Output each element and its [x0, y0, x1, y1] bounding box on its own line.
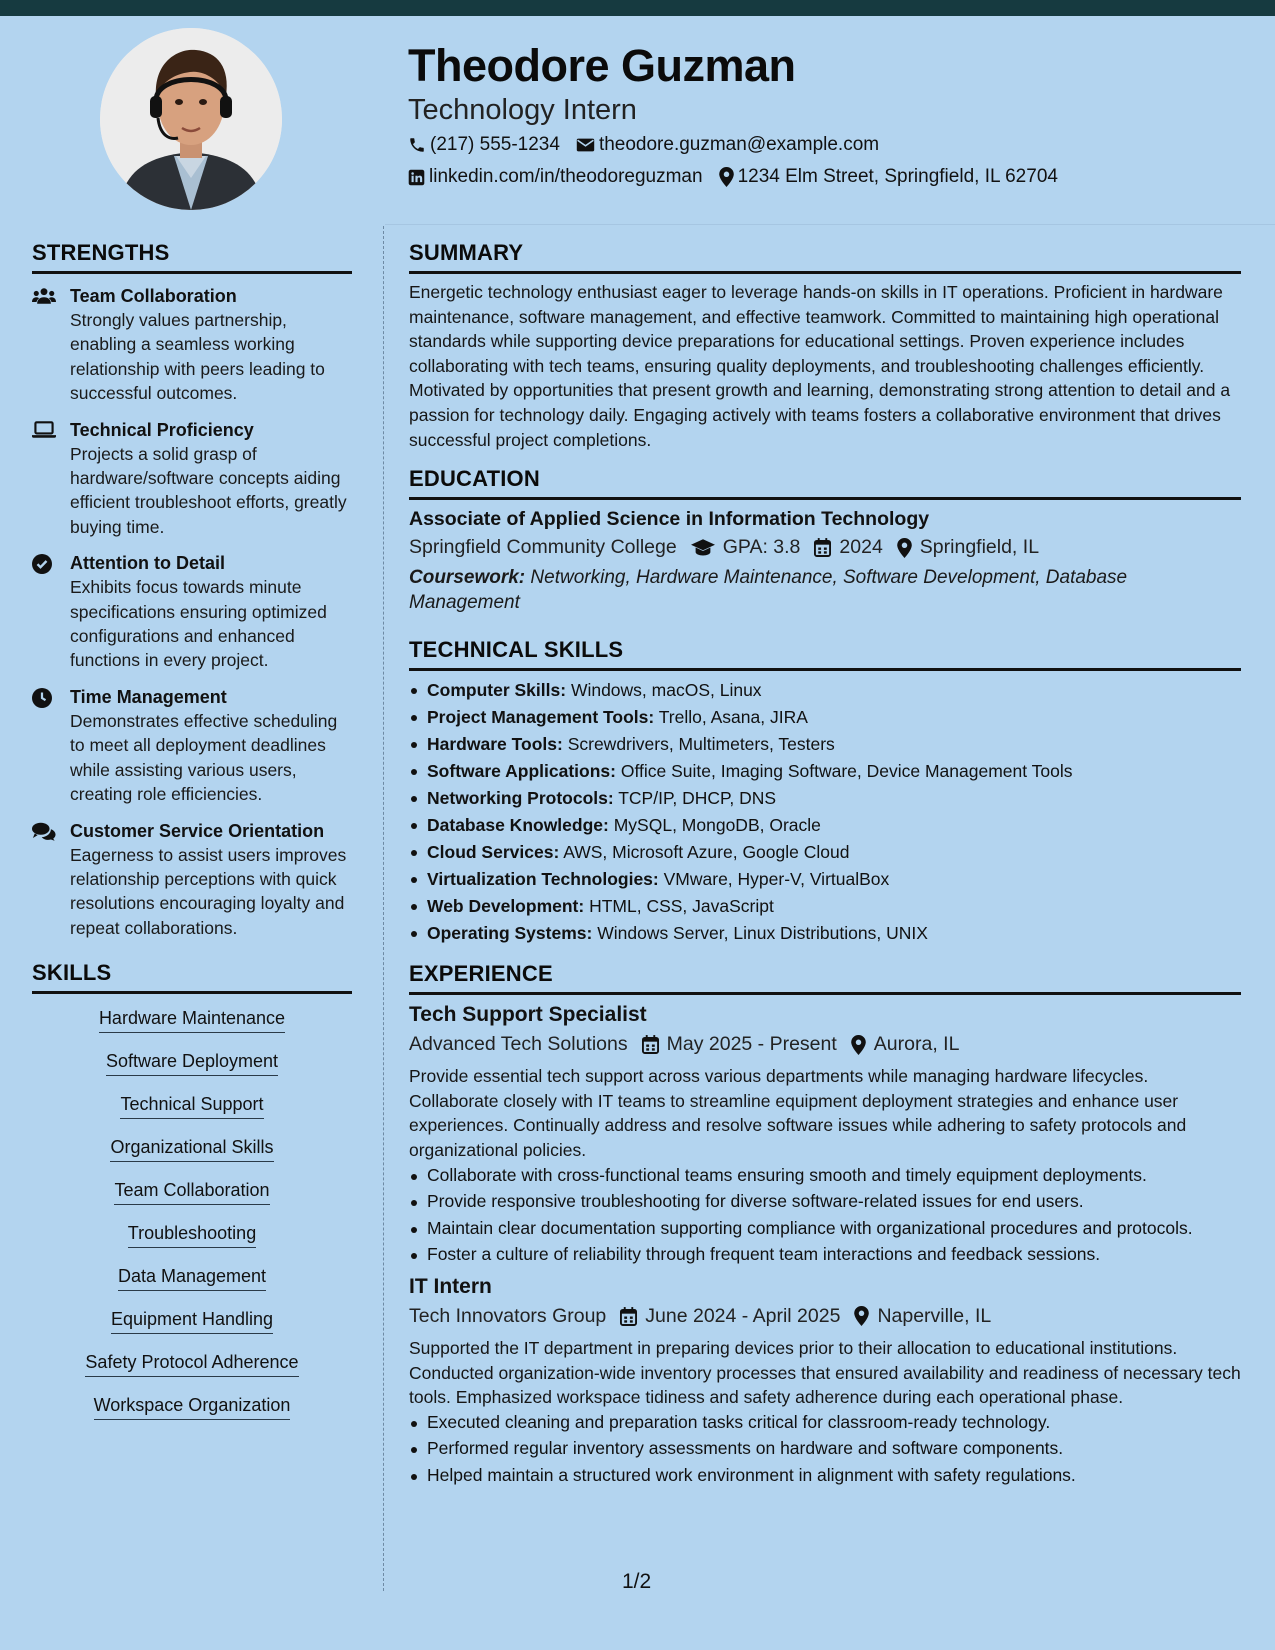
strength-item — [32, 284, 352, 406]
linkedin-text: linkedin.com/in/theodoreguzman — [429, 166, 703, 187]
skill-tag: Data Management — [118, 1266, 266, 1291]
technical-skills-heading: TECHNICAL SKILLS — [409, 637, 1241, 671]
tech-skill-value: Windows Server, Linux Distributions, UNIX — [597, 923, 928, 944]
clock-icon — [32, 688, 52, 708]
tech-skill-label: Cloud Services: — [427, 842, 560, 863]
list-item — [409, 758, 1241, 785]
contact-row-2 — [408, 166, 1074, 188]
candidate-title: Technology Intern — [408, 94, 637, 126]
tech-skill-label: Software Applications: — [427, 761, 616, 782]
map-marker-icon — [854, 1306, 869, 1326]
job-location: Naperville, IL — [877, 1304, 992, 1327]
phone-icon — [408, 136, 426, 154]
tech-skill-value: Windows, macOS, Linux — [570, 680, 762, 701]
tech-skill-label: Hardware Tools: — [427, 734, 563, 755]
strength-desc: Eagerness to assist users improves relationship perceptions with quick resolutions encouraging loyalty and repeat collaborations. — [70, 844, 347, 938]
list-item: Executed cleaning and preparation tasks critical for classroom-ready technology. — [409, 1410, 1241, 1435]
strength-item — [32, 685, 352, 807]
envelope-icon — [576, 137, 595, 153]
tech-skill-label: Project Management Tools: — [427, 707, 655, 728]
skills-list — [32, 1008, 352, 1438]
job-summary: Supported the IT department in preparing devices prior to their allocation to educational institutions. Conducted organization-wide inventory processes that ensured availability and readiness of necessary tech tools. Emphasized workspace tidiness and safety adherence during each operational phase. — [409, 1337, 1241, 1408]
strength-title: Customer Service Orientation — [70, 820, 325, 841]
education-gpa: GPA: 3.8 — [722, 536, 801, 559]
skill-tag: Troubleshooting — [128, 1223, 256, 1248]
experience-heading: EXPERIENCE — [409, 961, 1241, 995]
strengths-heading: STRENGTHS — [32, 240, 352, 274]
tech-skill-label: Web Development: — [427, 896, 585, 917]
tech-skill-value: Screwdrivers, Multimeters, Testers — [567, 734, 835, 755]
coursework-label: Coursework: — [409, 567, 526, 589]
email-item[interactable] — [576, 134, 879, 156]
top-bar — [0, 0, 1275, 16]
strength-desc: Demonstrates effective scheduling to meet all deployment deadlines while assisting various users, creating role efficiencies. — [70, 710, 338, 805]
list-item: Maintain clear documentation supporting compliance with organizational procedures and protocols. — [409, 1216, 1241, 1241]
left-column — [32, 240, 352, 1438]
strength-title: Time Management — [70, 686, 227, 707]
strength-item — [32, 551, 352, 673]
skill-tag: Software Deployment — [106, 1051, 278, 1076]
job-company: Tech Innovators Group — [409, 1304, 607, 1327]
column-divider — [383, 226, 384, 1591]
list-item — [409, 839, 1241, 866]
calendar-icon — [814, 538, 831, 557]
list-item: Collaborate with cross-functional teams ensuring smooth and timely equipment deployments. — [409, 1163, 1241, 1188]
address-item — [719, 166, 1058, 188]
tech-skill-value: TCP/IP, DHCP, DNS — [618, 788, 777, 809]
phone-text: (217) 555-1234 — [430, 134, 560, 155]
strength-desc: Projects a solid grasp of hardware/software concepts aiding efficient troubleshoot efforts, greatly buying time. — [70, 443, 347, 537]
skill-tag: Team Collaboration — [114, 1180, 269, 1205]
skill-tag: Equipment Handling — [111, 1309, 273, 1334]
strength-title: Technical Proficiency — [70, 419, 254, 440]
job-location: Aurora, IL — [873, 1033, 960, 1056]
summary-heading: SUMMARY — [409, 240, 1241, 274]
phone-item[interactable] — [408, 134, 560, 156]
skill-tag: Hardware Maintenance — [99, 1008, 285, 1033]
job-entry — [409, 1273, 1241, 1488]
job-bullets — [409, 1410, 1241, 1488]
coursework — [409, 565, 1241, 615]
contact-row-1 — [408, 134, 895, 156]
tech-skill-value: AWS, Microsoft Azure, Google Cloud — [563, 842, 850, 863]
strength-item — [32, 418, 352, 540]
map-marker-icon — [851, 1035, 866, 1055]
list-item — [409, 731, 1241, 758]
calendar-icon — [642, 1035, 659, 1054]
job-summary: Provide essential tech support across various departments while managing hardware lifecycles. Collaborate closely with IT teams to streamline equipment deployment strategies and enhance user experiences. Continually address and resolve software issues while adhering to safety protocols and organizational policies. — [409, 1066, 1187, 1160]
job-title: IT Intern — [409, 1274, 492, 1298]
strength-desc: Strongly values partnership, enabling a seamless working relationship with peers leading to successful outcomes. — [70, 310, 325, 404]
linkedin-icon — [408, 169, 425, 186]
skills-heading: SKILLS — [32, 960, 352, 994]
header-rule — [385, 224, 1275, 225]
profile-photo — [100, 28, 282, 210]
list-item: Foster a culture of reliability through frequent team interactions and feedback sessions. — [409, 1242, 1241, 1267]
candidate-name: Theodore Guzman — [408, 40, 796, 91]
right-column — [409, 240, 1241, 1489]
job-meta — [409, 1033, 1241, 1056]
tech-skill-label: Operating Systems: — [427, 923, 593, 944]
map-marker-icon — [897, 538, 912, 558]
graduation-cap-icon — [691, 539, 715, 556]
users-icon — [32, 287, 56, 305]
education-meta — [409, 536, 1241, 559]
education-school: Springfield Community College — [409, 536, 677, 559]
address-text: 1234 Elm Street, Springfield, IL 62704 — [737, 166, 1058, 187]
education-heading: EDUCATION — [409, 466, 1241, 500]
list-item — [409, 893, 1241, 920]
job-meta — [409, 1305, 1241, 1328]
strength-title: Attention to Detail — [70, 553, 225, 574]
technical-skills-list — [409, 677, 1241, 947]
skill-tag: Organizational Skills — [110, 1137, 273, 1162]
list-item — [409, 866, 1241, 893]
list-item: Performed regular inventory assessments on hardware and software components. — [409, 1436, 1241, 1461]
job-bullets — [409, 1163, 1241, 1267]
laptop-icon — [32, 421, 56, 439]
coursework-text: Networking, Hardware Maintenance, Software Development, Database Management — [409, 567, 1128, 614]
skill-tag: Workspace Organization — [94, 1395, 291, 1420]
job-entry — [409, 1001, 1241, 1267]
strength-desc: Exhibits focus towards minute specifications ensuring optimized configurations and enhanced functions in every project. — [70, 577, 327, 671]
list-item — [409, 704, 1241, 731]
tech-skill-value: Office Suite, Imaging Software, Device Management Tools — [620, 761, 1073, 782]
list-item: Helped maintain a structured work environment in alignment with safety regulations. — [409, 1463, 1241, 1488]
job-title: Tech Support Specialist — [409, 1003, 647, 1027]
list-item — [409, 920, 1241, 947]
education-degree: Associate of Applied Science in Information Technology — [409, 508, 930, 531]
list-item: Provide responsive troubleshooting for diverse software-related issues for end users. — [409, 1189, 1241, 1214]
tech-skill-value: MySQL, MongoDB, Oracle — [613, 815, 821, 836]
job-dates: May 2025 - Present — [666, 1033, 837, 1056]
list-item — [409, 812, 1241, 839]
education-location: Springfield, IL — [919, 536, 1040, 559]
tech-skill-value: Trello, Asana, JIRA — [658, 707, 808, 728]
tech-skill-label: Networking Protocols: — [427, 788, 614, 809]
tech-skill-value: VMware, Hyper-V, VirtualBox — [663, 869, 890, 890]
list-item — [409, 677, 1241, 704]
tech-skill-label: Computer Skills: — [427, 680, 567, 701]
calendar-icon — [620, 1307, 637, 1326]
map-marker-icon — [719, 167, 734, 187]
check-circle-icon — [32, 554, 52, 574]
comments-icon — [32, 822, 56, 841]
list-item — [409, 785, 1241, 812]
tech-skill-value: HTML, CSS, JavaScript — [589, 896, 774, 917]
linkedin-item[interactable] — [408, 166, 703, 188]
education-year: 2024 — [839, 536, 883, 559]
skill-tag: Technical Support — [120, 1094, 263, 1119]
job-company: Advanced Tech Solutions — [409, 1033, 628, 1056]
tech-skill-label: Virtualization Technologies: — [427, 869, 659, 890]
strength-item — [32, 819, 352, 941]
strength-title: Team Collaboration — [70, 286, 237, 306]
skill-tag: Safety Protocol Adherence — [85, 1352, 298, 1377]
tech-skill-label: Database Knowledge: — [427, 815, 609, 836]
page-number: 1/2 — [622, 1570, 652, 1593]
email-text: theodore.guzman@example.com — [598, 134, 880, 155]
summary-text: Energetic technology enthusiast eager to leverage hands-on skills in IT operations. Proficient in hardware maintenance, software management, and effective teamwork. Committed to maintaining high operational standards while supporting device preparations for educational settings. Proven experience includes collaborating with tech teams, ensuring quality deployments, and troubleshooting challenges efficiently. Motivated by opportunities that present growth and learning, demonstrating strong attention to detail and a passion for technology daily. Engaging actively with teams fosters a collaborative environment that drives successful project completions. — [409, 282, 1231, 450]
job-dates: June 2024 - April 2025 — [645, 1304, 841, 1327]
